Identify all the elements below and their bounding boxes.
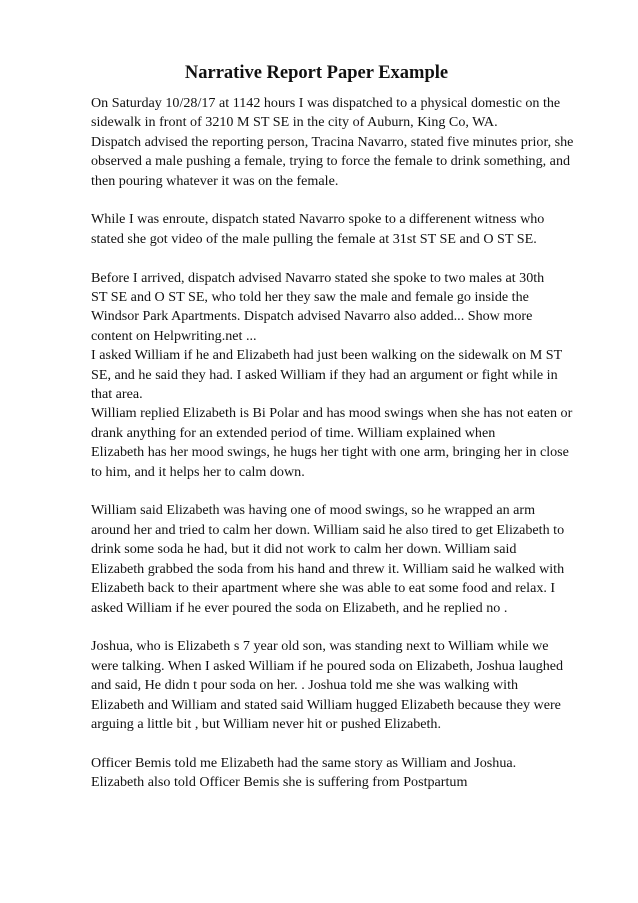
- paragraph-spacer: [91, 249, 592, 268]
- paragraph: [91, 637, 592, 734]
- text-line: While I was enroute, dispatch stated Navarro spoke to a differenent witness who: [91, 211, 545, 228]
- paragraph: [91, 501, 592, 617]
- text-line: were talking. When I asked William if he poured soda on Elizabeth, Joshua laughed: [91, 657, 564, 674]
- text-line: asked William if he ever poured the soda on Elizabeth, and he replied no .: [91, 599, 508, 616]
- paragraph: [91, 94, 592, 191]
- text-line: drank anything for an extended period of time. William explained when: [91, 424, 496, 441]
- text-line: and said, He didn t pour soda on her. . Joshua told me she was walking with: [91, 677, 519, 694]
- document-body: [91, 94, 592, 793]
- text-line: Dispatch advised the reporting person, Tracina Navarro, stated five minutes prior, she: [91, 133, 574, 150]
- text-line: Windsor Park Apartments. Dispatch advised Navarro also added... Show more: [91, 308, 533, 325]
- text-line: sidewalk in front of 3210 M ST SE in the city of Auburn, King Co, WA.: [91, 114, 498, 131]
- paragraph: [91, 210, 592, 249]
- text-line: Before I arrived, dispatch advised Navarro stated she spoke to two males at 30th: [91, 269, 545, 286]
- paragraph: [91, 754, 592, 793]
- text-line: stated she got video of the male pulling the female at 31st ST SE and O ST SE.: [91, 230, 537, 247]
- text-line: drink some soda he had, but it did not work to calm her down. William said: [91, 541, 517, 558]
- text-line: arguing a little bit , but William never hit or pushed Elizabeth.: [91, 715, 442, 732]
- text-line: content on Helpwriting.net ...: [91, 327, 257, 344]
- text-line: Elizabeth back to their apartment where she was able to eat some food and relax. I: [91, 580, 556, 597]
- paragraph-spacer: [91, 734, 592, 753]
- text-line: SE, and he said they had. I asked William if they had an argument or fight while in: [91, 366, 558, 383]
- text-line: ST SE and O ST SE, who told her they saw the male and female go inside the: [91, 289, 529, 306]
- text-line: around her and tried to calm her down. William said he also tired to get Elizabeth to: [91, 521, 565, 538]
- paragraph-spacer: [91, 482, 592, 501]
- text-line: Elizabeth also told Officer Bemis she is suffering from Postpartum: [91, 774, 468, 791]
- text-line: then pouring whatever it was on the female.: [91, 172, 339, 189]
- paragraph-spacer: [91, 618, 592, 637]
- text-line: Elizabeth has her mood swings, he hugs her tight with one arm, bringing her in close: [91, 444, 569, 461]
- text-line: Officer Bemis told me Elizabeth had the same story as William and Joshua.: [91, 754, 517, 771]
- text-line: that area.: [91, 386, 143, 403]
- text-line: Elizabeth grabbed the soda from his hand and threw it. William said he walked with: [91, 560, 565, 577]
- text-line: William replied Elizabeth is Bi Polar and has mood swings when she has not eaten or: [91, 405, 573, 422]
- text-line: William said Elizabeth was having one of mood swings, so he wrapped an arm: [91, 502, 536, 519]
- document-title: Narrative Report Paper Example: [184, 63, 449, 83]
- paragraph-spacer: [91, 191, 592, 210]
- text-line: to him, and it helps her to calm down.: [91, 463, 305, 480]
- text-line: On Saturday 10/28/17 at 1142 hours I was dispatched to a physical domestic on the: [91, 95, 561, 111]
- text-line: I asked William if he and Elizabeth had just been walking on the sidewalk on M ST: [91, 347, 563, 364]
- paragraph: [91, 269, 592, 482]
- text-line: Elizabeth and William and stated said William hugged Elizabeth because they were: [91, 696, 561, 713]
- text-line: Joshua, who is Elizabeth s 7 year old son, was standing next to William while we: [91, 638, 549, 655]
- text-line: observed a male pushing a female, trying to force the female to drink something, and: [91, 153, 571, 170]
